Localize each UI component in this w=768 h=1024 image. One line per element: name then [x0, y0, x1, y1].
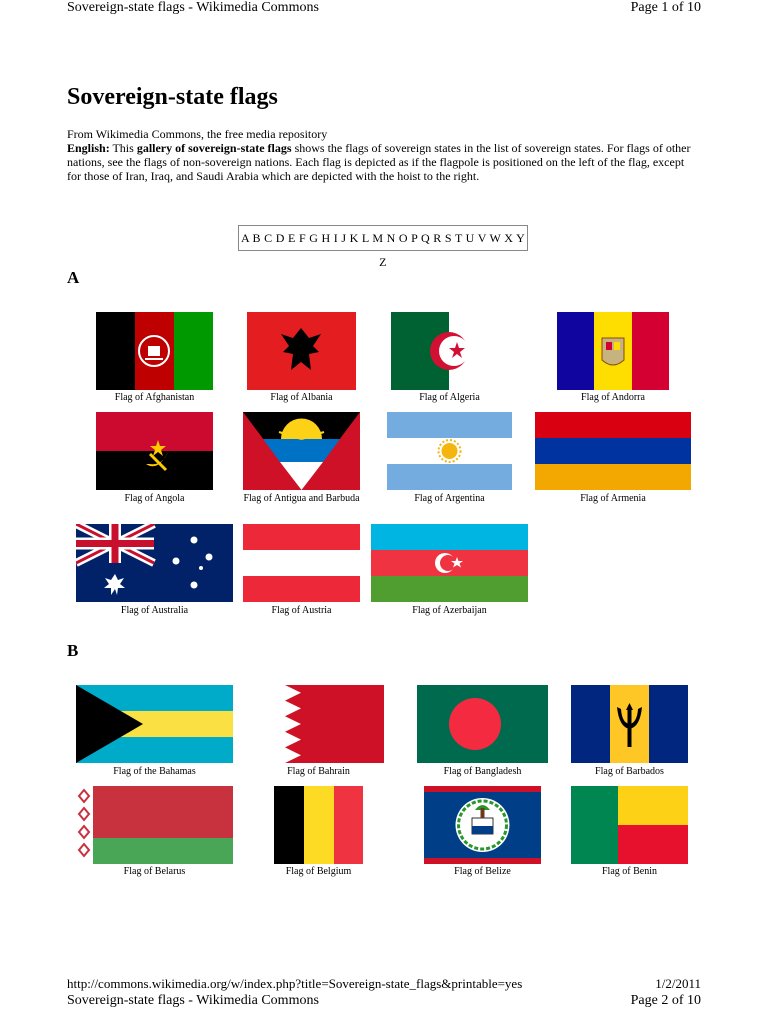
alphabet-index[interactable]: A B C D E F G H I J K L M N O P Q R S T U V W X Y Z [238, 225, 528, 251]
flag-bahrain-image[interactable] [253, 685, 384, 763]
language-label: English: [67, 141, 110, 155]
flag-caption[interactable]: Flag of Armenia [580, 493, 646, 504]
flag-belarus-image[interactable] [76, 786, 233, 864]
flag-caption[interactable]: Flag of Algeria [419, 392, 480, 403]
flag-algeria-image[interactable] [391, 312, 508, 390]
flag-caption[interactable]: Flag of the Bahamas [113, 766, 196, 777]
flag-caption[interactable]: Flag of Antigua and Barbuda [243, 493, 360, 504]
flag-caption[interactable]: Flag of Belize [454, 866, 511, 877]
flag-angola-image[interactable] [96, 412, 213, 490]
gallery-link[interactable]: gallery of sovereign-state flags [136, 141, 292, 155]
flag-barbados-image[interactable] [571, 685, 688, 763]
footer-title: Sovereign-state flags - Wikimedia Commons [67, 993, 319, 1008]
flag-caption[interactable]: Flag of Benin [602, 866, 657, 877]
flag-caption[interactable]: Flag of Angola [124, 493, 185, 504]
flag-australia-image[interactable] [76, 524, 233, 602]
flag-andorra-image[interactable] [557, 312, 669, 390]
flag-caption[interactable]: Flag of Andorra [581, 392, 645, 403]
from-line: From Wikimedia Commons, the free media repository [67, 127, 328, 141]
flag-argentina-image[interactable] [387, 412, 512, 490]
flag-azerbaijan-image[interactable] [371, 524, 528, 602]
flag-caption[interactable]: Flag of Barbados [595, 766, 664, 777]
flag-caption[interactable]: Flag of Albania [270, 392, 333, 403]
flag-benin-image[interactable] [571, 786, 688, 864]
flag-caption[interactable]: Flag of Belarus [123, 866, 186, 877]
flag-armenia-image[interactable] [535, 412, 691, 490]
flag-caption[interactable]: Flag of Australia [120, 605, 189, 616]
flag-caption[interactable]: Flag of Argentina [414, 493, 485, 504]
footer-page-number: Page 2 of 10 [630, 993, 701, 1008]
flag-caption[interactable]: Flag of Austria [271, 605, 332, 616]
footer-url[interactable]: http://commons.wikimedia.org/w/index.php?title=Sovereign-state_flags&printable=yes [67, 976, 523, 991]
flag-caption[interactable]: Flag of Bangladesh [443, 766, 522, 777]
section-heading-a: A [67, 268, 80, 287]
flag-caption[interactable]: Flag of Azerbaijan [412, 605, 487, 616]
header-title: Sovereign-state flags - Wikimedia Commons [67, 0, 319, 15]
flag-caption[interactable]: Flag of Bahrain [287, 766, 350, 777]
flag-albania-image[interactable] [247, 312, 356, 390]
flag-afghanistan-image[interactable] [96, 312, 213, 390]
section-heading-b: B [67, 641, 79, 660]
flag-caption[interactable]: Flag of Belgium [285, 866, 352, 877]
flag-austria-image[interactable] [243, 524, 360, 602]
flag-belgium-image[interactable] [274, 786, 363, 864]
footer-date: 1/2/2011 [655, 976, 701, 991]
flag-caption[interactable]: Flag of Afghanistan [114, 392, 195, 403]
intro-text-1: This [109, 141, 137, 155]
page-title: Sovereign-state flags [67, 84, 278, 110]
intro-text-2: shows the flags of sovereign states in the list of sovereign states. For flags of other nations, see the flags of non-sovereign nations. Each flag is depicted as if the flagpole is positioned on the left of the flag, except for those of Iran, Iraq, and Saudi Arabia which are depicted with the hoist to the right. [67, 141, 691, 183]
flag-bahamas-image[interactable] [76, 685, 233, 763]
flag-belize-image[interactable] [424, 786, 541, 864]
intro-paragraph [67, 141, 697, 183]
header-page-number: Page 1 of 10 [630, 0, 701, 15]
flag-bangladesh-image[interactable] [417, 685, 548, 763]
flag-antigua-image[interactable] [243, 412, 360, 490]
